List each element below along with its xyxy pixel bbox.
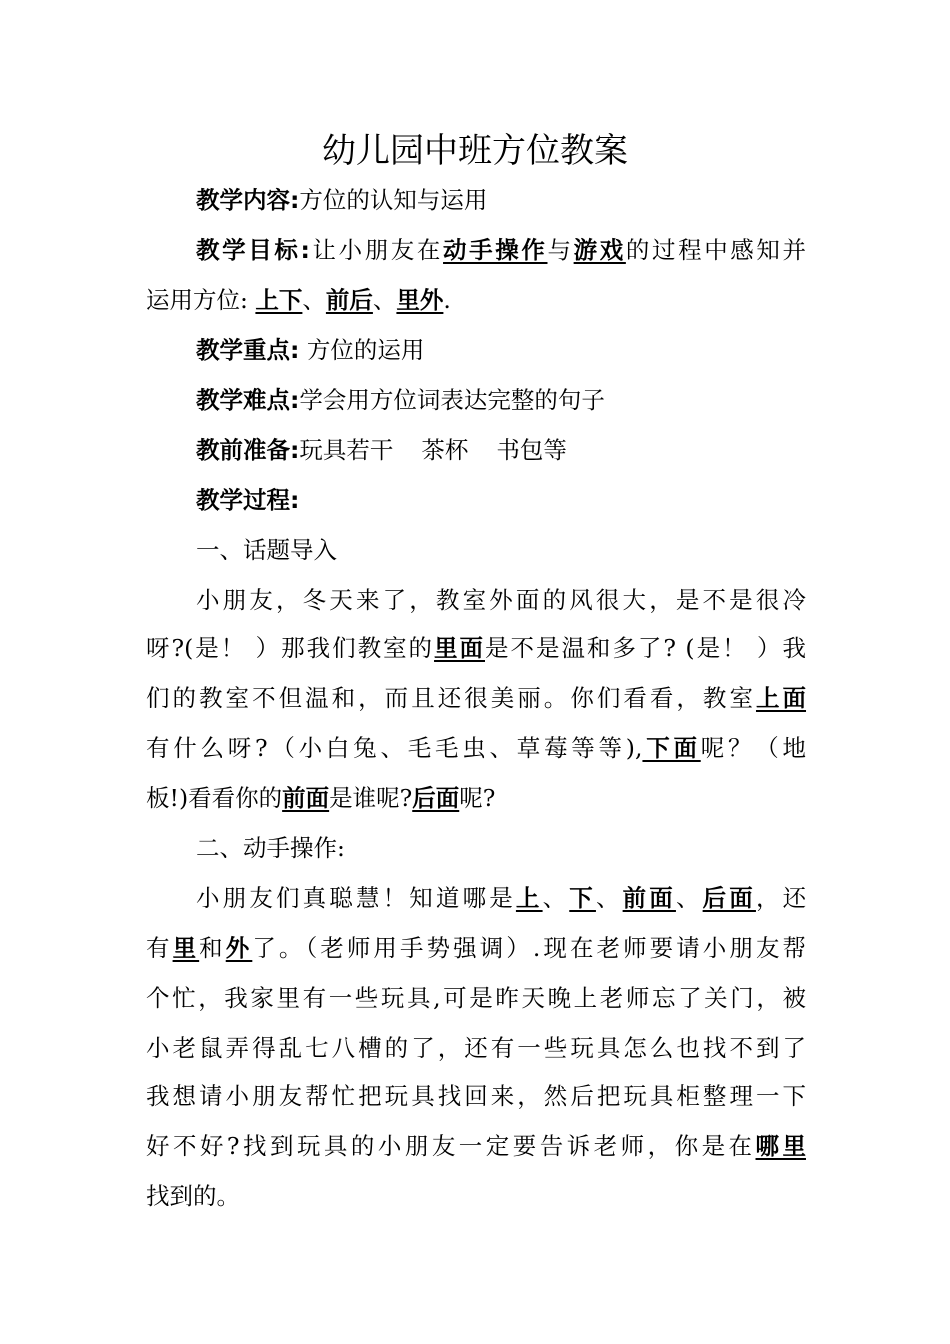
paragraph-text: 是谁呢? [329, 784, 413, 812]
paragraph-line [146, 1130, 806, 1162]
paragraph-line [146, 682, 806, 714]
paragraph-line [196, 584, 806, 616]
keyword-above: 上面 [755, 684, 807, 712]
paragraph-line [146, 982, 806, 1014]
key-point-label: 教学重点: [196, 336, 300, 364]
process-line [196, 484, 806, 516]
keyword-inside: 里 [172, 934, 200, 962]
paragraph-text: 有什么呀?（小白兔、毛毛虫、草莓等等), [146, 734, 643, 762]
paragraph-line [146, 1180, 806, 1212]
paragraph-text: 好不好?找到玩具的小朋友一定要告诉老师，你是在 [146, 1132, 756, 1160]
keyword-down: 下 [569, 884, 596, 912]
difficulty-line [196, 384, 806, 416]
section-2-heading-text: 二、动手操作 [196, 834, 337, 862]
paragraph-text: 小老鼠弄得乱七八槽的了，还有一些玩具怎么也找不到了 [146, 1034, 806, 1062]
paragraph-line [146, 932, 806, 964]
paragraph-text: 小朋友，冬天来了，教室外面的风很大，是不是很冷 [196, 586, 806, 614]
paragraph-text: 和 [199, 934, 226, 962]
paragraph-text: 个忙，我家里有一些玩具,可是昨天晚上老师忘了关门，被 [146, 984, 806, 1012]
goal-text-1: 让小朋友在 [309, 236, 444, 264]
key-point-text: 方位的运用 [306, 336, 425, 364]
separator: 、 [542, 884, 570, 912]
goal-separator: 、 [372, 286, 397, 314]
goal-text-4: 运用方位: [146, 286, 248, 314]
keyword-front: 前面 [622, 884, 676, 912]
paragraph-line [146, 1032, 806, 1064]
section-1-heading-text: 一、话题导入 [196, 536, 337, 564]
goal-keyword-game: 游戏 [573, 236, 626, 264]
paragraph-text: 是不是温和多了? (是！ ）我 [485, 634, 806, 662]
goal-separator: 、 [302, 286, 326, 314]
paragraph-text: 呢? [459, 784, 496, 812]
paragraph-text: ，还 [755, 884, 807, 912]
paragraph-line [146, 632, 806, 664]
paragraph-line [196, 882, 806, 914]
goal-text-2: 与 [547, 236, 574, 264]
goal-keyword-in-out: 里外 [396, 286, 444, 314]
preparation-item: 玩具若干 [299, 436, 394, 464]
difficulty-label: 教学难点: [196, 386, 300, 414]
teaching-content-line [196, 184, 806, 216]
key-point-line [196, 334, 806, 366]
paragraph-text: 小朋友们真聪慧！知道哪是 [196, 884, 516, 912]
paragraph-line [146, 782, 806, 814]
paragraph-text: 们的教室不但温和，而且还很美丽。你们看看，教室 [146, 684, 756, 712]
paragraph-text: 我想请小朋友帮忙把玩具找回来，然后把玩具柜整理一下 [146, 1082, 806, 1110]
separator: 、 [675, 884, 703, 912]
goal-text-3: 的过程中感知并 [625, 236, 807, 264]
separator: 、 [595, 884, 623, 912]
preparation-line [196, 434, 806, 466]
section-2-heading [196, 832, 806, 864]
paragraph-text: 板!)看看你的 [146, 784, 283, 812]
keyword-up: 上 [515, 884, 543, 912]
section-2-heading-colon: : [337, 834, 345, 862]
keyword-front: 前面 [282, 784, 330, 812]
paragraph-text: 找到的。 [146, 1182, 240, 1210]
goal-keyword-up-down: 上下 [255, 286, 303, 314]
preparation-item: 茶杯 [421, 436, 469, 464]
process-label: 教学过程: [196, 486, 300, 514]
keyword-inside: 里面 [434, 634, 485, 662]
goal-period: . [443, 286, 451, 314]
keyword-where: 哪里 [755, 1132, 806, 1160]
keyword-outside: 外 [225, 934, 253, 962]
preparation-label: 教前准备: [196, 436, 300, 464]
teaching-content-label: 教学内容: [196, 186, 300, 214]
paragraph-line [146, 732, 806, 764]
teaching-goal-line [196, 234, 806, 266]
paragraph-text: 呢？（地 [700, 734, 807, 762]
paragraph-text: 有 [146, 934, 173, 962]
preparation-item: 书包等 [496, 436, 567, 464]
difficulty-text: 学会用方位词表达完整的句子 [299, 386, 605, 414]
paragraph-line [146, 1080, 806, 1112]
teaching-content-text: 方位的认知与运用 [299, 186, 488, 214]
keyword-back: 后面 [412, 784, 460, 812]
teaching-goal-label: 教学目标: [196, 236, 310, 264]
teaching-goal-line-2 [146, 284, 806, 316]
paragraph-text: 了。（老师用手势强调）.现在老师要请小朋友帮 [252, 934, 807, 962]
goal-keyword-front-back: 前后 [325, 286, 373, 314]
goal-keyword-hands-on: 动手操作 [443, 236, 548, 264]
section-1-heading [196, 534, 806, 566]
paragraph-text: 呀?(是！ ）那我们教室的 [146, 634, 435, 662]
keyword-back: 后面 [702, 884, 756, 912]
document-title: 幼儿园中班方位教案 [322, 131, 628, 171]
keyword-below: 下面 [642, 734, 701, 762]
